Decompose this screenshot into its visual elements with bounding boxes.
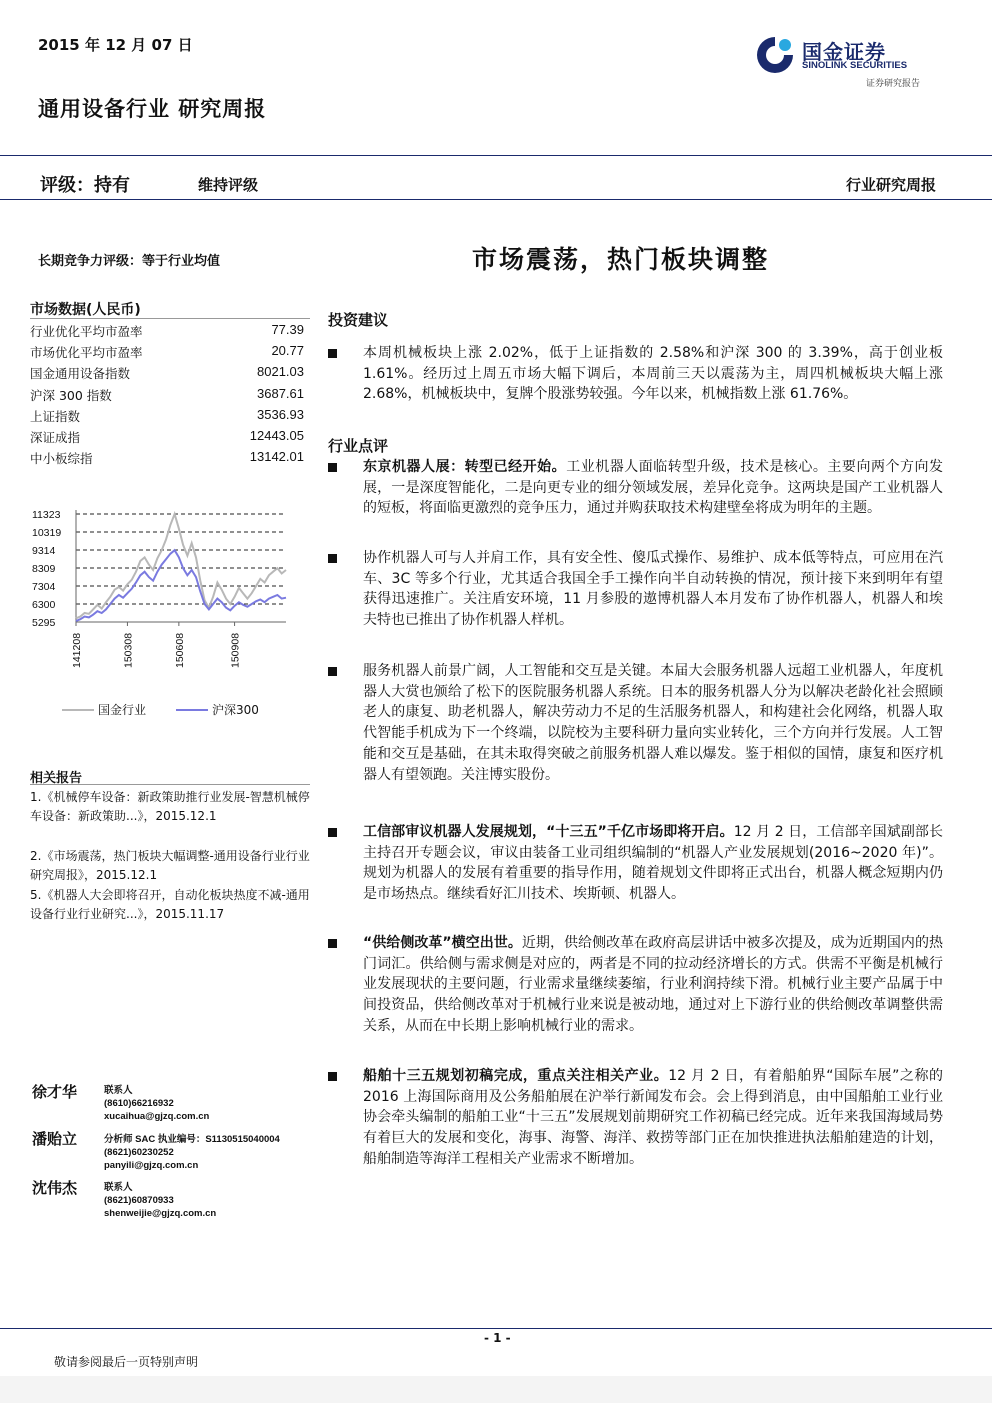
market-data-rule [30,318,310,319]
report-date: 2015 年 12 月 07 日 [38,36,193,54]
related-report-item[interactable]: 2.《市场震荡，热门板块大幅调整-通用设备行业行业研究周报》，2015.12.1 [30,849,310,882]
header-divider [0,155,992,156]
bullet-icon [328,1066,342,1076]
logo-sub: 证券研究报告 [866,79,921,89]
author-name: 沈伟杰 [32,1179,78,1197]
sinolink-logo-icon [754,34,796,76]
author-email[interactable]: shenweijie@gjzq.com.cn [104,1208,217,1219]
bullet-icon [328,343,342,353]
related-reports-rule [30,784,310,785]
bullet-icon [328,548,342,558]
headline: 市场震荡，热门板块调整 [472,245,770,274]
invest-advice-text: 本周机械板块上涨 2.02%，低于上证指数的 2.58%和沪深 300 的 3.39%，高于创业板 1.61%。经历过上周五市场大幅下调后，本周前三天以震荡为主，周四机械板块大幅上涨 2.68%，机械板块中，复牌个股涨势较强。今年以来，机械指数上涨 61.76%。 [363,345,943,403]
industry-review-heading: 行业点评 [328,437,389,455]
x-tick-label: 150308 [122,632,135,668]
footer-disclaimer: 敬请参阅最后一页特别声明 [54,1355,199,1369]
market-data-title: 市场数据(人民币) [30,302,141,318]
y-tick-label: 8309 [32,563,56,575]
competitiveness-rating: 长期竞争力评级：等于行业均值 [38,254,221,269]
author-email[interactable]: panyili@gjzq.com.cn [104,1160,199,1171]
bullet-icon [328,822,342,832]
x-tick-label: 150908 [229,632,242,668]
logo-cn: 国金证券 [802,40,886,64]
bullet-icon [328,457,342,467]
paragraph-service-robot: 服务机器人前景广阔，人工智能和交互是关键。本届大会服务机器人远超工业机器人，年度机器人大赏也颁给了松下的医院服务机器人系统。日本的服务机器人分为以解决老龄化社会照顾老人的康复、助老机器人，解决劳动力不足的生活服务机器人，和构建社会化网络，机器人取代智能手机成为下一个终端，以院校为主要科研力量向实业转化，三个方向并行发展。人工智能和交互是基础，在其未取得突破之前服务机器人难以爆发。鉴于相似的国情，康复和医疗机器人有望领跑。关注博实股份。 [363,663,943,783]
market-data-row: 行业优化平均市盈率 77.39 [30,322,304,339]
bullet-icon [328,661,342,671]
y-tick-label: 10319 [32,526,62,539]
related-report-item[interactable]: 5.《机器人大会即将召开，自动化板块热度不减-通用设备行业行业研究...》，2015.11.17 [30,888,310,921]
y-tick-label: 7304 [32,581,56,594]
related-reports-title: 相关报告 [30,771,83,786]
rating: 评级：持有 [40,175,130,196]
invest-advice-heading: 投资建议 [328,311,389,329]
y-tick-label: 11323 [32,509,61,521]
author-email[interactable]: xucaihua@gjzq.com.cn [104,1111,210,1122]
footer-divider [0,1328,992,1329]
related-report-item[interactable]: 1.《机械停车设备：新政策助推行业发展-智慧机械停车设备：新政策助...》，2015.12.1 [30,790,310,823]
paragraph-shipbuilding: 船舶十三五规划初稿完成，重点关注相关产业。12 月 2 日，有着船舶界“国际车展”之称的 2016 上海国际商用及公务船舶展在沪举行新闻发布会。会上得到消息，由中国船舶工业行业协会牵头编制的船舶工业“十三五”发展规划前期研究工作初稿已经完成。近年来我国海域局势有着巨大的发展和变化，海事、海警、海洋、救捞等部门正在加快推进执法船舶建造的计划，船舶制造等海洋工程相关产业需求不断增加。 [363,1068,944,1167]
page-number: - 1 - [484,1331,511,1345]
author-contact: 联系人 (8610)66216932 xucaihua@gjzq.com.cn [104,1085,210,1122]
market-data-row: 沪深 300 指数 3687.61 [30,386,304,403]
rating-maintain: 维持评级 [198,176,259,194]
y-tick-label: 9314 [32,544,56,557]
market-data-row: 上证指数 3536.93 [30,407,304,424]
legend-label: 沪深300 [212,703,259,717]
logo-en: SINOLINK SECURITIES [802,60,908,71]
market-data-row: 国金通用设备指数 8021.03 [30,364,304,381]
company-logo [754,30,954,90]
footer-band [0,1376,992,1403]
x-tick-label: 141208 [71,632,83,668]
paragraph-supply-side: “供给侧改革”横空出世。近期，供给侧改革在政府高层讲话中被多次提及，成为近期国内的热门词汇。供给侧与需求侧是对应的，两者是不同的拉动经济增长的方式。供需不平衡是机械行业发展现状的主要问题，行业需求量继续萎缩，行业利润持续下滑。机械行业主要产品属于中间投资品，供给侧改革对于机械行业来说是被动地，通过对上下游行业的供给侧改革调整供需关系，从而在中长期上影响机械行业的需求。 [363,935,944,1034]
rating-divider [0,199,992,200]
y-tick-label: 5295 [32,617,56,629]
author-name: 潘贻立 [32,1130,78,1148]
report-type: 行业研究周报 [845,176,936,194]
bullet-icon [328,933,342,943]
author-contact: 分析师 SAC 执业编号：S1130515040004 (8621)60230252 panyili@gjzq.com.cn [104,1134,280,1171]
market-data-row: 市场优化平均市盈率 20.77 [30,343,304,360]
report-title: 通用设备行业 研究周报 [38,97,267,121]
market-data-row: 深证成指 12443.05 [30,428,304,445]
paragraph-robot-expo: 东京机器人展：转型已经开始。工业机器人面临转型升级，技术是核心。主要向两个方向发展，一是深度智能化，二是向更专业的细分领域发展，差异化竞争。这两块是国产工业机器人的短板，将面临更激烈的竞争压力，通过并购获取技术构建壁垒将成为明年的主题。 [363,459,944,517]
paragraph-collab-robot: 协作机器人可与人并肩工作，具有安全性、傻瓜式操作、易维护、成本低等特点，可应用在汽车、3C 等多个行业，尤其适合我国全手工操作向半自动转换的情况，预计接下来到明年有望获得迅速推广。关注盾安环境，11 月参股的遨博机器人本月发布了协作机器人，机器人和埃夫特也已推出了协作机器人样机。 [363,550,943,629]
index-line-chart [30,500,310,730]
author-name: 徐才华 [32,1083,78,1101]
market-data-row: 中小板综指 13142.01 [30,449,304,466]
author-contact: 联系人 (8621)60870933 shenweijie@gjzq.com.cn [104,1182,217,1219]
legend-label: 国金行业 [98,703,147,717]
x-tick-label: 150608 [173,632,186,668]
y-tick-label: 6300 [32,598,56,611]
paragraph-miit-plan: 工信部审议机器人发展规划，“十三五”千亿市场即将开启。12 月 2 日，工信部辛国斌副部长主持召开专题会议，审议由装备工业司组织编制的“机器人产业发展规划(2016~2020 年)”。规划为机器人的发展有着重要的指导作用，随着规划文件即将正式出台，机器人概念短期内仍是市场热点。继续看好汇川技术、埃斯顿、机器人。 [363,824,943,903]
